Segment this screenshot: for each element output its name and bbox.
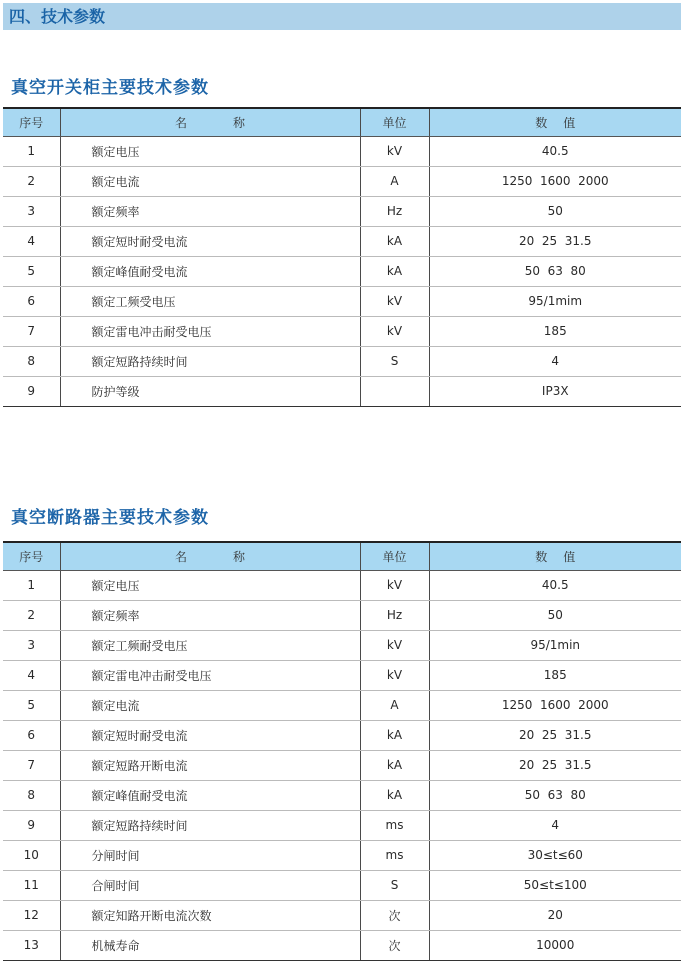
table-row [3,690,681,720]
row-value: 50 63 80 [429,780,681,810]
row-name: 额定频率 [60,196,360,226]
table-row [3,720,681,750]
row-unit [360,376,429,406]
row-name: 额定电流 [60,690,360,720]
row-name: 分闸时间 [60,840,360,870]
table-header-row [3,542,681,570]
row-unit: Hz [360,196,429,226]
header-value-b: 值 [563,115,576,130]
row-value: 10000 [429,930,681,960]
row-unit: S [360,346,429,376]
row-unit: 次 [360,930,429,960]
table-row [3,660,681,690]
switchgear-spec-table [3,107,681,407]
row-value: 40.5 [429,570,681,600]
row-no: 8 [3,780,60,810]
row-value: IP3X [429,376,681,406]
header-no: 序号 [3,542,60,570]
row-unit: A [360,690,429,720]
row-unit: kV [360,570,429,600]
section-heading: 四、技术参数 [3,3,681,30]
row-name: 额定雷电冲击耐受电压 [60,316,360,346]
row-value: 20 [429,900,681,930]
table-row [3,600,681,630]
header-name-b: 称 [233,549,246,564]
row-unit: kV [360,316,429,346]
row-name: 额定电压 [60,136,360,166]
row-name: 额定短路开断电流 [60,750,360,780]
header-name-a: 名 [174,549,187,564]
row-value: 50≤t≤100 [429,870,681,900]
row-unit: kA [360,720,429,750]
table-row [3,750,681,780]
table-row [3,900,681,930]
row-no: 9 [3,376,60,406]
row-unit: kA [360,226,429,256]
row-name: 额定峰值耐受电流 [60,256,360,286]
row-name: 额定电压 [60,570,360,600]
row-unit: kV [360,660,429,690]
row-unit: kV [360,630,429,660]
row-value: 50 [429,600,681,630]
row-value: 30≤t≤60 [429,840,681,870]
row-no: 11 [3,870,60,900]
row-name: 额定频率 [60,600,360,630]
row-name: 合闸时间 [60,870,360,900]
row-no: 7 [3,750,60,780]
table-title-breaker: 真空断路器主要技术参数 [11,508,209,528]
row-value: 20 25 31.5 [429,750,681,780]
row-value: 20 25 31.5 [429,720,681,750]
header-name-b: 称 [233,115,246,130]
breaker-spec-table [3,541,681,961]
table-row [3,780,681,810]
header-unit: 单位 [360,108,429,136]
row-no: 2 [3,600,60,630]
row-value: 1250 1600 2000 [429,166,681,196]
header-value-a: 数 [535,115,548,130]
row-name: 额定电流 [60,166,360,196]
row-no: 4 [3,226,60,256]
row-name: 额定工频受电压 [60,286,360,316]
row-unit: kA [360,256,429,286]
row-unit: S [360,870,429,900]
table-row [3,376,681,406]
table-row [3,286,681,316]
row-name: 额定短时耐受电流 [60,226,360,256]
table-row [3,226,681,256]
row-value: 40.5 [429,136,681,166]
table-row [3,570,681,600]
table-row [3,870,681,900]
row-name: 额定峰值耐受电流 [60,780,360,810]
table-row [3,346,681,376]
row-no: 4 [3,660,60,690]
row-no: 3 [3,196,60,226]
row-no: 5 [3,690,60,720]
table-title-switchgear: 真空开关柜主要技术参数 [11,78,209,98]
row-no: 3 [3,630,60,660]
table-row [3,810,681,840]
header-value-a: 数 [535,549,548,564]
row-no: 1 [3,136,60,166]
table-row [3,930,681,960]
row-value: 95/1min [429,630,681,660]
header-value [429,542,681,570]
row-no: 13 [3,930,60,960]
row-name: 额定短时耐受电流 [60,720,360,750]
header-value [429,108,681,136]
header-name [60,542,360,570]
row-unit: ms [360,840,429,870]
table-row [3,196,681,226]
row-no: 1 [3,570,60,600]
row-name: 额定工频耐受电压 [60,630,360,660]
row-value: 50 63 80 [429,256,681,286]
row-unit: kV [360,136,429,166]
row-unit: kA [360,750,429,780]
row-no: 6 [3,286,60,316]
header-name-a: 名 [174,115,187,130]
row-name: 额定短路持续时间 [60,810,360,840]
header-name [60,108,360,136]
table-row [3,256,681,286]
row-value: 50 [429,196,681,226]
row-unit: kA [360,780,429,810]
row-no: 7 [3,316,60,346]
row-no: 6 [3,720,60,750]
row-name: 额定短路持续时间 [60,346,360,376]
table-row [3,316,681,346]
row-name: 机械寿命 [60,930,360,960]
row-name: 额定雷电冲击耐受电压 [60,660,360,690]
table-row [3,136,681,166]
row-name: 额定知路开断电流次数 [60,900,360,930]
row-unit: 次 [360,900,429,930]
row-value: 95/1mim [429,286,681,316]
row-no: 9 [3,810,60,840]
row-no: 5 [3,256,60,286]
row-no: 12 [3,900,60,930]
row-value: 1250 1600 2000 [429,690,681,720]
row-no: 8 [3,346,60,376]
row-value: 185 [429,660,681,690]
row-no: 2 [3,166,60,196]
row-name: 防护等级 [60,376,360,406]
table-row [3,166,681,196]
row-value: 4 [429,346,681,376]
row-value: 4 [429,810,681,840]
row-no: 10 [3,840,60,870]
header-unit: 单位 [360,542,429,570]
row-value: 185 [429,316,681,346]
header-value-b: 值 [563,549,576,564]
table-row [3,840,681,870]
row-unit: ms [360,810,429,840]
row-unit: A [360,166,429,196]
table-header-row [3,108,681,136]
header-no: 序号 [3,108,60,136]
row-unit: kV [360,286,429,316]
row-value: 20 25 31.5 [429,226,681,256]
row-unit: Hz [360,600,429,630]
table-row [3,630,681,660]
